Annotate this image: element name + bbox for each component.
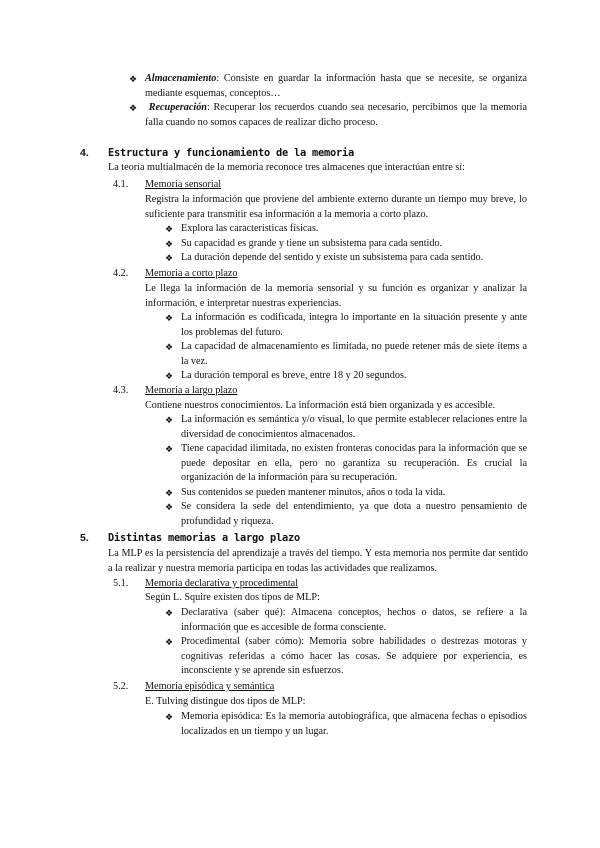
subsection-5-2-body: E. Tulving distingue dos tipos de MLP:	[145, 696, 306, 707]
subsection-4-1-title: Memoria sensorial	[145, 179, 222, 190]
subsection-4-2-title: Memoria a corto plazo	[145, 268, 238, 279]
bullet-almacenamiento: Almacenamiento: Consiste en guardar la información hasta que se necesite, se organiza mediante esquemas, conceptos…	[145, 73, 527, 99]
subsection-5-1-body: Según L. Squire existen dos tipos de MLP:	[145, 592, 320, 603]
diamond-bullet-icon: ❖	[165, 415, 174, 425]
bullet-recuperacion: Recuperación: Recuperar los recuerdos cuando sea necesario, percibimos que la memoria falla cuando no somos capaces de realizar dicho proceso.	[145, 102, 527, 128]
section-4-number: 4.	[80, 147, 89, 159]
subsection-5-2-title: Memoria episódica y semántica	[145, 681, 275, 692]
list-item: Declarativa (saber qué): Almacena conceptos, hechos o datos, se refiere a la información que es accesible de forma consciente.	[181, 607, 527, 633]
diamond-bullet-icon: ❖	[129, 74, 138, 84]
list-item: Su capacidad es grande y tiene un subsistema para cada sentido.	[181, 238, 443, 249]
list-item: La duración depende del sentido y existe un subsistema para cada sentido.	[181, 252, 484, 263]
diamond-bullet-icon: ❖	[165, 371, 174, 381]
section-4-title: Estructura y funcionamiento de la memoria	[108, 147, 354, 159]
diamond-bullet-icon: ❖	[165, 253, 174, 263]
list-item: Tiene capacidad ilimitada, no existen fronteras conocidas para la información que se puede depositar en ella, pero no garantiza su recuperación. Es crucial la organización de la información para su recuperación.	[181, 443, 527, 483]
section-5-intro: La MLP es la persistencia del aprendizaje a través del tiempo. Y esta memoria nos permite dar sentido a la realizar y nuestra memoria participa en todas las actividades que realizamos.	[108, 548, 528, 574]
diamond-bullet-icon: ❖	[165, 608, 174, 618]
list-item: La duración temporal es breve, entre 18 y 20 segundos.	[181, 370, 407, 381]
list-item: La información es semántica y/o visual, lo que permite establecer relaciones entre la diversidad de conocimientos almacenados.	[181, 414, 527, 440]
subsection-4-2-number: 4.2.	[113, 268, 129, 279]
section-5-title: Distintas memorias a largo plazo	[108, 532, 300, 544]
subsection-4-3-number: 4.3.	[113, 385, 129, 396]
section-5-number: 5.	[80, 532, 89, 544]
diamond-bullet-icon: ❖	[165, 313, 174, 323]
diamond-bullet-icon: ❖	[165, 444, 174, 454]
diamond-bullet-icon: ❖	[129, 103, 138, 113]
subsection-5-1-number: 5.1.	[113, 578, 129, 589]
diamond-bullet-icon: ❖	[165, 502, 174, 512]
list-item: Sus contenidos se pueden mantener minutos, años o toda la vida.	[181, 487, 446, 498]
diamond-bullet-icon: ❖	[165, 342, 174, 352]
list-item: La información es codificada, integra lo importante en la situación presente y ante los problemas del futuro.	[181, 312, 527, 338]
diamond-bullet-icon: ❖	[165, 224, 174, 234]
list-item: Procedimental (saber cómo): Memoria sobre habilidades o destrezas motoras y cognitivas referidas a cómo hacer las cosas. Se adquiere por experiencia, es inconsciente y se aprende sin esfuerzos.	[181, 636, 527, 676]
subsection-4-3-body: Contiene nuestros conocimientos. La información está bien organizada y es accesible.	[145, 400, 496, 411]
subsection-4-1-body: Registra la información que proviene del ambiente externo durante un tiempo muy breve, lo suficiente para transmitir esa información a la memoria a corto plazo.	[145, 194, 527, 220]
diamond-bullet-icon: ❖	[165, 488, 174, 498]
subsection-5-1-title: Memoria declarativa y procedimental	[145, 578, 299, 589]
list-item: Se considera la sede del entendimiento, ya que dota a nuestro pensamiento de profundidad y riqueza.	[181, 501, 527, 527]
diamond-bullet-icon: ❖	[165, 712, 174, 722]
list-item: Explora las características físicas.	[181, 223, 319, 234]
section-4-intro: La teoría multialmacén de la memoria reconoce tres almacenes que interactúan entre sí:	[108, 162, 465, 173]
subsection-5-2-number: 5.2.	[113, 681, 129, 692]
list-item: La capacidad de almacenamiento es limitada, no puede retener más de siete ítems a la vez.	[181, 341, 527, 367]
diamond-bullet-icon: ❖	[165, 637, 174, 647]
subsection-4-3-title: Memoria a largo plazo	[145, 385, 238, 396]
diamond-bullet-icon: ❖	[165, 239, 174, 249]
subsection-4-1-number: 4.1.	[113, 179, 129, 190]
list-item: Memoria episódica: Es la memoria autobiográfica, que almacena fechas o episodios localizados en un tiempo y un lugar.	[181, 711, 527, 737]
subsection-4-2-body: Le llega la información de la memoria sensorial y su función es organizar y analizar la información, e interpretar nuestras experiencias.	[145, 283, 527, 309]
